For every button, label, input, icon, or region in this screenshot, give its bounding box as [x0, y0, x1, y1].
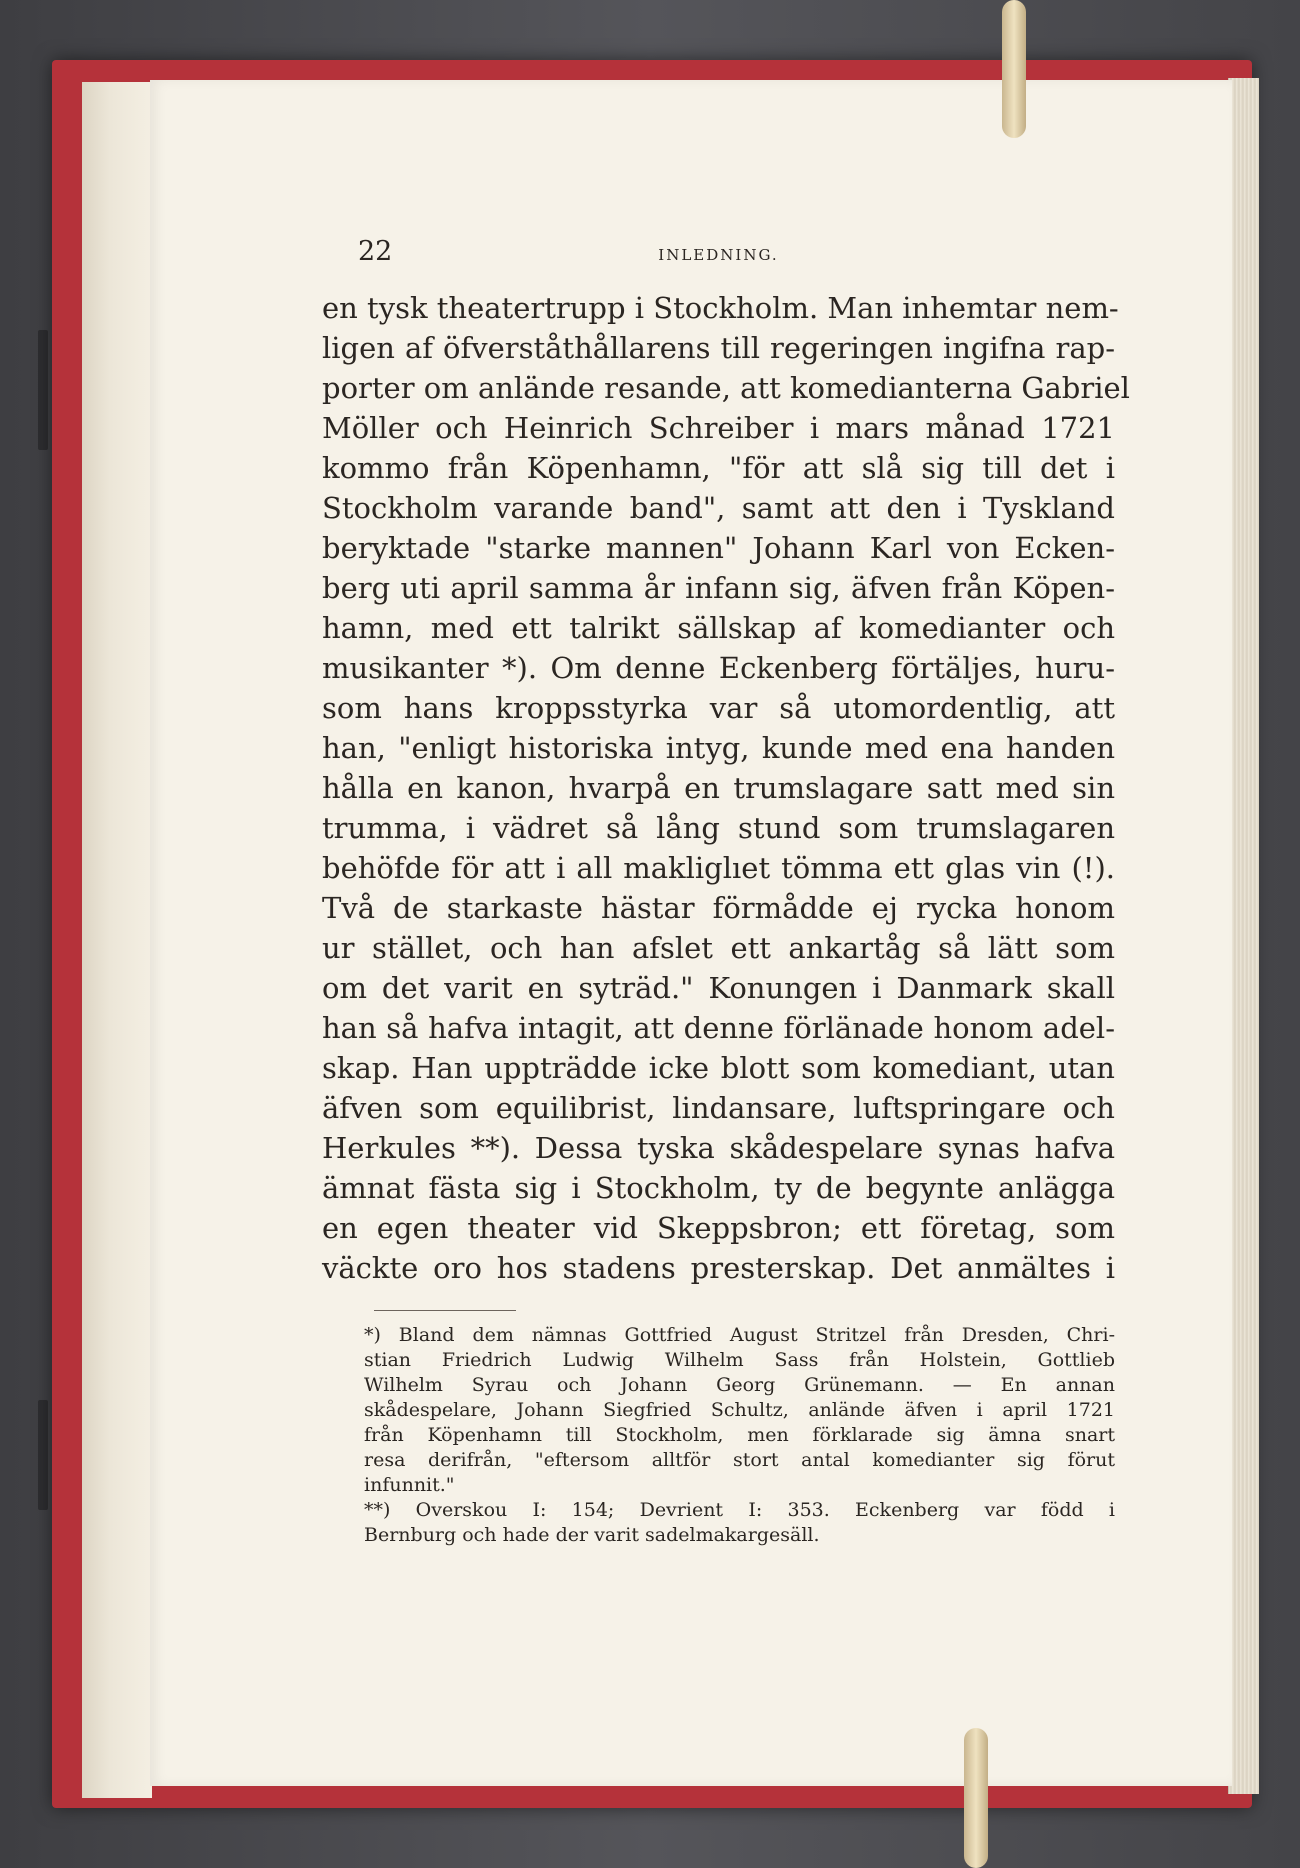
footnote-line: skådespelare, Johann Siegfried Schultz, anlände äfven i april 1721 [364, 1399, 1115, 1421]
text-line: en egen theater vid Skeppsbron; ett företag, som [322, 1211, 1115, 1245]
text-line: ämnat fästa sig i Stockholm, ty de begynte anlägga [322, 1171, 1115, 1205]
body-text [322, 288, 1130, 1288]
page-clip [964, 1728, 988, 1868]
text-line: ligen af öfverståthållarens till regeringen ingifna rap- [322, 331, 1115, 365]
text-line: trumma, i vädret så lång stund som trumslagaren [322, 811, 1115, 845]
text-line: om det varit en syträd." Konungen i Danmark skall [322, 971, 1115, 1005]
footnote-line: från Köpenhamn till Stockholm, men förklarade sig ämna snart [364, 1424, 1115, 1446]
text-line: väckte oro hos stadens presterskap. Det anmältes i [322, 1251, 1115, 1285]
page-content [322, 236, 1130, 1548]
text-line: en tysk theatertrupp i Stockholm. Man inhemtar nem- [322, 291, 1119, 325]
page-stack-edge [1228, 78, 1259, 1794]
text-line: kommo från Köpenhamn, "för att slå sig till det i [322, 451, 1115, 485]
footnote-line: resa derifrån, "eftersom alltför stort antal komedianter sig förut [364, 1449, 1115, 1471]
scanner-edge-mark [38, 330, 48, 450]
page-clip [1002, 0, 1026, 138]
text-line: Stockholm varande band", samt att den i Tyskland [322, 491, 1115, 525]
text-line: ur stället, och han afslet ett ankartåg så lätt som [322, 931, 1115, 965]
text-line: berg uti april samma år infann sig, äfven från Köpen- [322, 571, 1115, 605]
scanner-edge-mark [38, 1400, 48, 1510]
text-line: Två de starkaste hästar förmådde ej rycka honom [322, 891, 1115, 925]
text-line: hålla en kanon, hvarpå en trumslagare satt med sin [322, 771, 1115, 805]
text-line: Möller och Heinrich Schreiber i mars månad 1721 [322, 411, 1115, 445]
text-line: skap. Han uppträdde icke blott som komediant, utan [322, 1051, 1115, 1085]
text-line: äfven som equilibrist, lindansare, luftspringare och [322, 1091, 1115, 1125]
footnote-line: **) Overskou I: 154; Devrient I: 353. Eckenberg var född i [364, 1499, 1115, 1521]
footnote-line: infunnit." [364, 1474, 455, 1496]
text-line: han så hafva intagit, att denne förlänade honom adel- [322, 1011, 1115, 1045]
text-line: han, "enligt historiska intyg, kunde med ena handen [322, 731, 1115, 765]
footnote-line: *) Bland dem nämnas Gottfried August Stritzel från Dresden, Chri- [364, 1324, 1115, 1346]
footnote-line: Wilhelm Syrau och Johann Georg Grünemann. — En annan [364, 1374, 1115, 1396]
page-gutter [82, 82, 152, 1798]
text-line: beryktade "starke mannen" Johann Karl von Ecken- [322, 531, 1115, 565]
footnote-line: stian Friedrich Ludwig Wilhelm Sass från Holstein, Gottlieb [364, 1349, 1115, 1371]
text-line: musikanter *). Om denne Eckenberg förtäljes, huru- [322, 651, 1115, 685]
footnotes [322, 1323, 1115, 1548]
running-head [322, 236, 1115, 276]
page-number: 22 [358, 236, 393, 267]
text-line: hamn, med ett talrikt sällskap af komedianter och [322, 611, 1115, 645]
text-line: porter om anlände resande, att komedianterna Gabriel [322, 371, 1130, 405]
footnote-line: Bernburg och hade der varit sadelmakargesäll. [364, 1524, 820, 1546]
text-line: som hans kroppsstyrka var så utomordentlig, att [322, 691, 1115, 725]
text-line: Herkules **). Dessa tyska skådespelare synas hafva [322, 1131, 1115, 1165]
running-title: INLEDNING. [658, 246, 779, 264]
text-line: behöfde för att i all makliglıet tömma ett glas vin (!). [322, 851, 1115, 885]
footnote-rule [374, 1310, 516, 1311]
